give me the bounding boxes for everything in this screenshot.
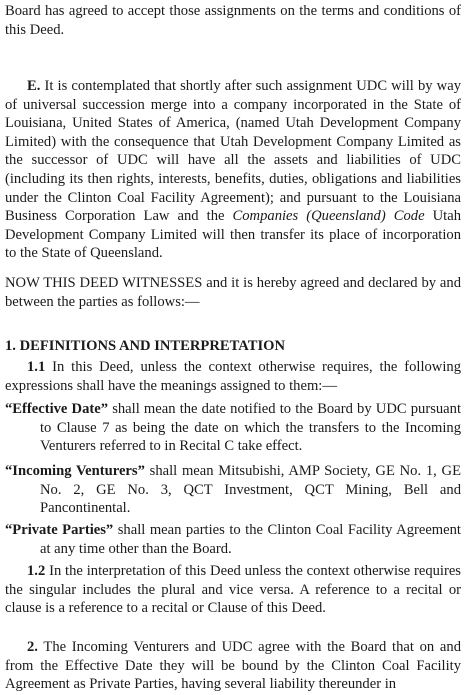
section-2-text: The Incoming Venturers and UDC agree with the Board that on and from the Effective Date they will be bound by the Clinton Coal Facility Agreement as Private Parties, having several liability thereunder in <box>5 639 461 693</box>
intro-paragraph <box>5 2 461 39</box>
section-2-number: 2. <box>27 639 38 655</box>
recital-e-italic: Companies (Queensland) Code <box>232 208 425 225</box>
witnesses-text: NOW THIS DEED WITNESSES and it is hereby agreed and declared by and between the parties as follows:— <box>5 275 461 310</box>
section-1-heading-text: 1. DEFINITIONS AND INTERPRETATION <box>5 338 286 354</box>
recital-e <box>5 77 461 263</box>
definition-term: “Incoming Venturers” <box>5 463 145 479</box>
definition-term: “Private Parties” <box>5 522 114 538</box>
clause-1-2-number: 1.2 <box>27 563 46 579</box>
intro-text: Board has agreed to accept those assignments on the terms and conditions of this Deed. <box>5 3 461 38</box>
recital-e-label: E. <box>27 78 41 94</box>
definition-text: shall mean parties to the Clinton Coal Facility Agreement at any time other than the Board. <box>40 522 461 557</box>
definition-private-parties <box>5 521 461 558</box>
definition-text: shall mean the date notified to the Board by UDC pursuant to Clause 7 as being the date on which the transfers to the Incoming Venturers referred to in Recital C take effect. <box>40 401 462 455</box>
definition-effective-date <box>5 400 461 456</box>
definition-term: “Effective Date” <box>5 401 109 417</box>
clause-1-1-number: 1.1 <box>27 359 46 375</box>
section-1-heading <box>5 337 461 356</box>
clause-1-2-text: In the interpretation of this Deed unless the context otherwise requires the singular includes the plural and vice versa. A reference to a recital or clause is a reference to a recital or Clause of this Deed. <box>5 563 461 617</box>
clause-1-1-text: In this Deed, unless the context otherwise requires, the following expressions shall have the meanings assigned to them:— <box>5 359 461 394</box>
definition-incoming-venturers <box>5 462 461 518</box>
recital-e-text-after: Utah Development Company Limited will then transfer its place of incorporation to the State of Queensland. <box>5 208 461 262</box>
clause-1-2 <box>5 562 461 618</box>
recital-e-text-before: It is contemplated that shortly after such assignment UDC will by way of universal succession merge into a company incorporated in the State of Louisiana, United States of America, (named Utah Development Company Limited) with the consequence that Utah Development Company Limited as the successor of UDC will have all the assets and liabilities of UDC (including its then rights, interests, benefits, duties, obligations and liabilities under the Clinton Coal Facility Agreement); and pursuant to the Louisiana Business Corporation Law and the <box>5 78 461 225</box>
clause-1-1 <box>5 358 461 395</box>
section-2 <box>5 638 461 694</box>
definition-text: shall mean Mitsubishi, AMP Society, GE No. 1, GE No. 2, GE No. 3, QCT Investment, QCT Mining, Bell and Pancontinental. <box>40 463 461 517</box>
witnesses-paragraph <box>5 274 461 311</box>
